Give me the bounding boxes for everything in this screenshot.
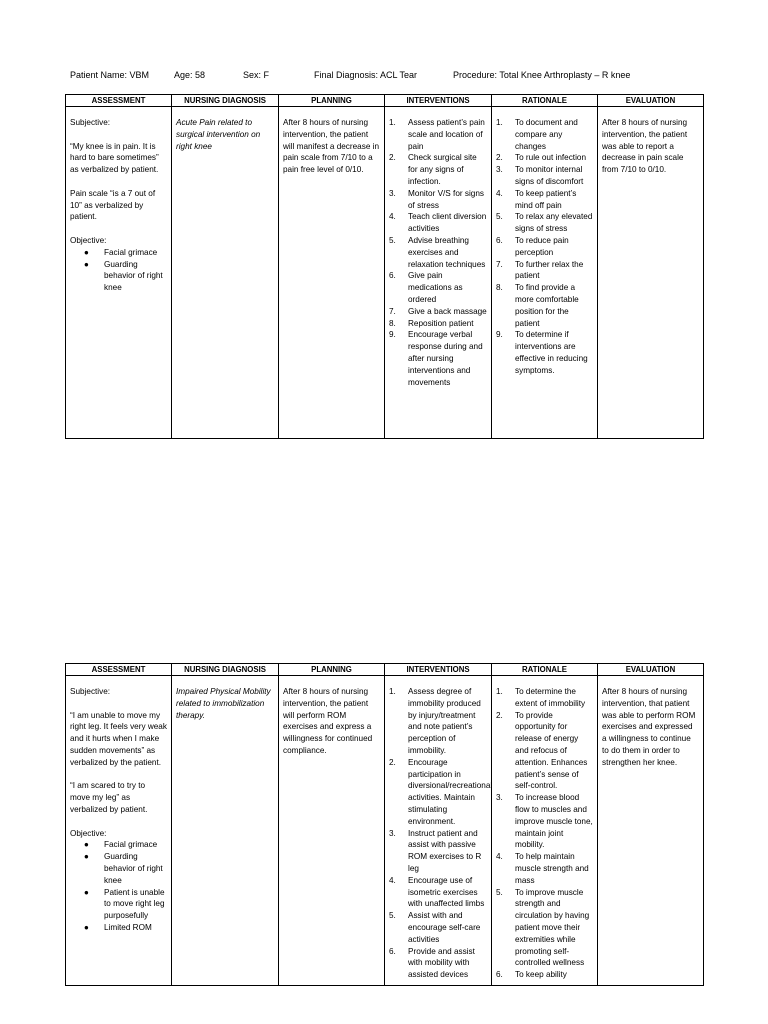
interventions-cell [385, 676, 492, 986]
subjective-quote: “I am scared to try to move my leg” as verbalized by patient. [70, 781, 148, 814]
interventions-cell [385, 107, 492, 439]
column-header-assessment: ASSESSMENT [66, 664, 172, 676]
bullet-icon: ● [84, 247, 89, 257]
evaluation-text: After 8 hours of nursing intervention, that patient was able to perform ROM exercises and expressed a willingness to continue to do them in order to strengthen her knee. [602, 687, 696, 767]
column-header-evaluation: EVALUATION [598, 664, 704, 676]
subjective-label: Subjective: [70, 118, 111, 127]
list-item: ● Guarding behavior of right knee [84, 852, 163, 885]
list-item: ● Limited ROM [84, 922, 152, 932]
list-item: 3. Monitor V/S for signs of stress [389, 188, 484, 210]
list-item: 3. To monitor internal signs of discomfort [496, 165, 584, 186]
column-header-evaluation: EVALUATION [598, 95, 704, 107]
list-item: 5. To improve muscle strength and circulation by having patient move their extremities while promoting self-controlled wellness [496, 887, 590, 968]
care-plan-table-1 [65, 94, 704, 439]
list-item: ● Facial grimace [84, 247, 158, 257]
table-row [66, 676, 704, 986]
list-item: 2. Encourage participation in diversional/recreational activities. Maintain stimulating environment. [389, 757, 493, 826]
table-header-row [66, 664, 704, 676]
patient-age: Age: 58 [174, 70, 206, 80]
procedure: Procedure: Total Knee Arthroplasty – R knee [453, 70, 631, 80]
subjective-quote: “My knee is in pain. It is hard to bare sometimes” as verbalized by patient. [70, 141, 159, 175]
final-diagnosis: Final Diagnosis: ACL Tear [314, 70, 418, 80]
list-item: 7. Give a back massage [389, 306, 487, 316]
list-item: 6. Provide and assist with mobility with assisted devices [389, 946, 475, 980]
list-item: 8. To find provide a more comfortable position for the patient [496, 283, 579, 328]
subjective-quote: “I am unable to move my right leg. It feels very weak and it hurts when I make sudden movements” as verbalized by the patient. [70, 710, 167, 767]
list-item: 4. Encourage use of isometric exercises with unaffected limbs [389, 875, 485, 909]
list-item: 6. To reduce pain perception [496, 235, 569, 257]
list-item: 7. To further relax the patient [496, 259, 584, 281]
list-item: 5. Assist with and encourage self-care activities [389, 911, 481, 944]
list-item: 3. Instruct patient and assist with passive ROM exercises to R leg [389, 828, 482, 873]
objective-label: Objective: [70, 235, 107, 245]
column-header-assessment: ASSESSMENT [66, 95, 172, 107]
bullet-icon: ● [84, 922, 89, 932]
planning-text: After 8 hours of nursing intervention, the patient will manifest a decrease in pain scale from 7/10 to a pain free level of 0/10. [283, 118, 380, 175]
list-item: 6. Give pain medications as ordered [389, 271, 463, 304]
column-header-interventions: INTERVENTIONS [385, 664, 492, 676]
column-header-planning: PLANNING [279, 95, 385, 107]
rationale-cell [492, 107, 598, 439]
list-item: ● Guarding behavior of right knee [84, 259, 163, 293]
subjective-quote: Pain scale “is a 7 out of 10” as verbalized by patient. [70, 188, 156, 222]
rationale-cell [492, 676, 598, 986]
rationale-list [496, 117, 593, 377]
care-plan-table-2 [65, 663, 704, 986]
nursing-diagnosis-cell [172, 676, 279, 986]
column-header-interventions: INTERVENTIONS [385, 95, 492, 107]
rationale-list [496, 686, 593, 981]
list-item: 4. To keep patient’s mind off pain [496, 188, 577, 210]
planning-cell [279, 676, 385, 986]
list-item: 2. To rule out infection [496, 153, 586, 163]
assessment-cell [66, 676, 172, 986]
objective-list [84, 839, 167, 933]
table-header-row [66, 95, 704, 107]
list-item: 4. Teach client diversion activities [389, 212, 487, 234]
list-item: 2. To provide opportunity for release of energy and refocus of attention. Enhances patient’s sense of self-control. [496, 710, 588, 791]
planning-text: After 8 hours of nursing intervention, the patient will perform ROM exercises and express a willingness for continued compliance. [283, 687, 373, 755]
bullet-icon: ● [84, 840, 89, 850]
evaluation-text: After 8 hours of nursing intervention, the patient was able to report a decrease in pain scale from 7/10 to 0/10. [602, 118, 688, 175]
list-item: 9. To determine if interventions are effective in reducing symptoms. [496, 330, 588, 375]
nursing-diagnosis-text: Impaired Physical Mobility related to immobilization therapy. [176, 687, 271, 720]
bullet-icon: ● [84, 887, 89, 897]
list-item: 3. To increase blood flow to muscles and improve muscle tone, maintain joint mobility. [496, 793, 593, 850]
interventions-list [389, 117, 487, 388]
interventions-list [389, 686, 493, 981]
column-header-rationale: RATIONALE [492, 664, 598, 676]
list-item: 5. Advise breathing exercises and relaxation techniques [389, 235, 486, 269]
planning-cell [279, 107, 385, 439]
patient-name: Patient Name: VBM [70, 70, 150, 80]
list-item: 6. To keep ability [496, 970, 567, 980]
evaluation-cell [598, 676, 704, 986]
objective-label: Objective: [70, 828, 107, 838]
list-item: 4. To help maintain muscle strength and mass [496, 852, 589, 885]
list-item: 1. Assess patient’s pain scale and location of pain [389, 118, 485, 151]
evaluation-cell [598, 107, 704, 439]
bullet-icon: ● [84, 259, 89, 269]
list-item: 5. To relax any elevated signs of stress [496, 212, 593, 234]
list-item: ● Patient is unable to move right leg purposefully [84, 887, 165, 921]
list-item: 2. Check surgical site for any signs of infection. [389, 153, 477, 186]
list-item: ● Facial grimace [84, 840, 158, 850]
list-item: 1. To determine the extent of immobility [496, 687, 586, 708]
column-header-nursing-diagnosis: NURSING DIAGNOSIS [172, 664, 279, 676]
list-item: 1. To document and compare any changes [496, 118, 578, 151]
list-item: 1. Assess degree of immobility produced by injury/treatment and note patient’s perception of immobility. [389, 687, 481, 755]
objective-list [84, 247, 167, 294]
subjective-label: Subjective: [70, 687, 111, 696]
nursing-diagnosis-cell [172, 107, 279, 439]
assessment-cell [66, 107, 172, 439]
nursing-diagnosis-text: Acute Pain related to surgical intervention on right knee [176, 118, 261, 151]
list-item: 8. Reposition patient [389, 318, 474, 328]
bullet-icon: ● [84, 852, 89, 862]
column-header-rationale: RATIONALE [492, 95, 598, 107]
column-header-planning: PLANNING [279, 664, 385, 676]
table-row [66, 107, 704, 439]
patient-sex: Sex: F [243, 70, 270, 80]
list-item: 9. Encourage verbal response during and after nursing interventions and movements [389, 330, 483, 387]
column-header-nursing-diagnosis: NURSING DIAGNOSIS [172, 95, 279, 107]
